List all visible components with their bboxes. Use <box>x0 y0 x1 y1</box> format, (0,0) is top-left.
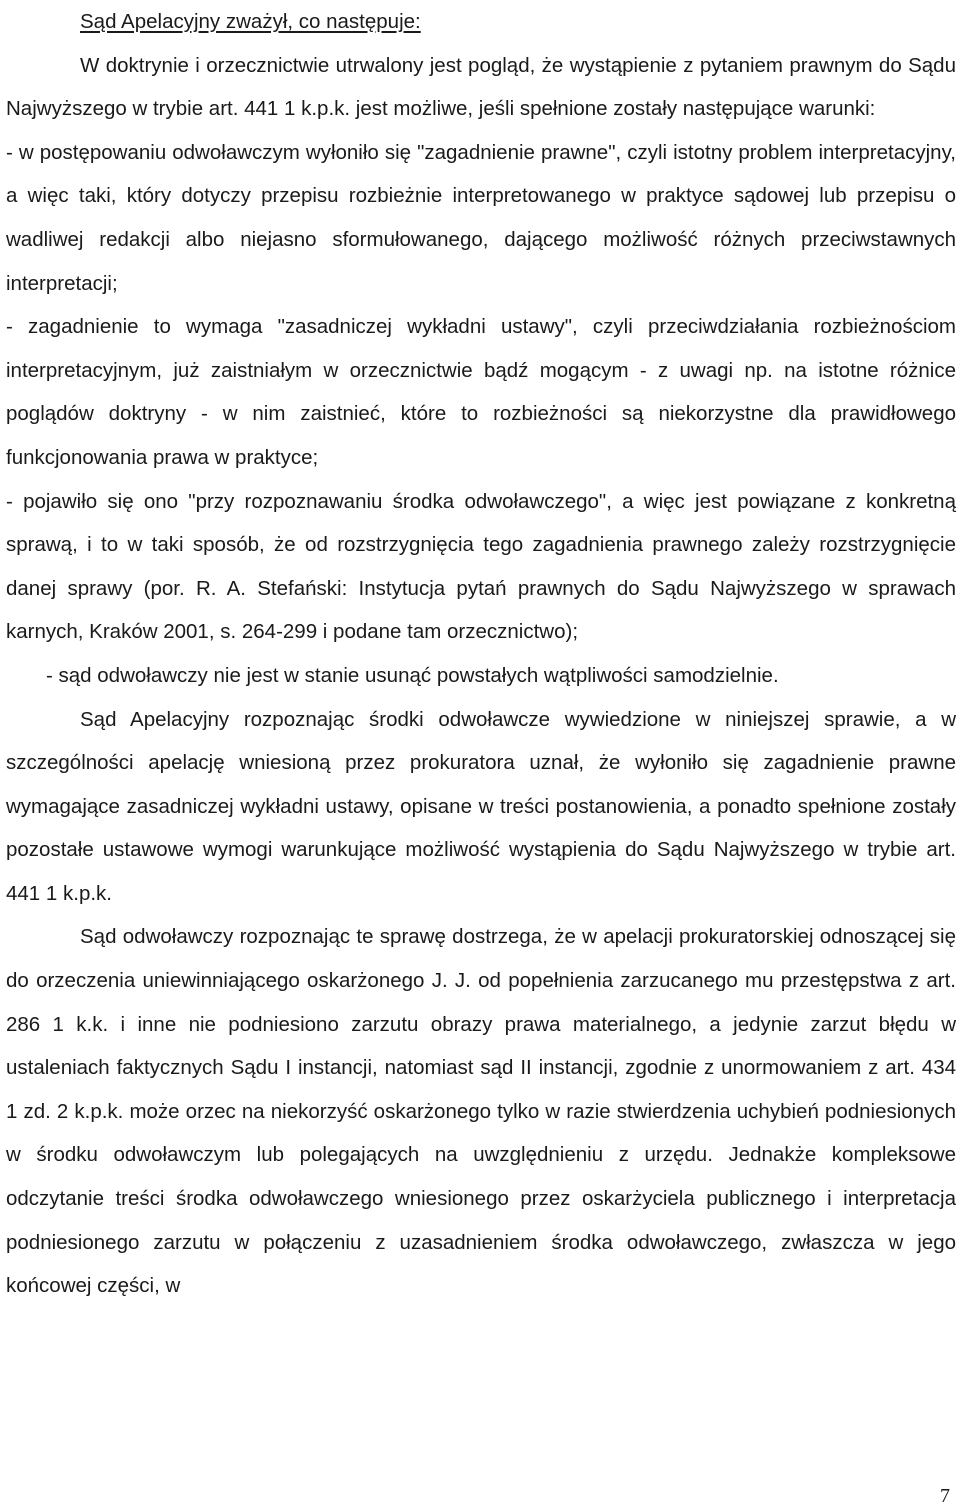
paragraph-condition-1: - w postępowaniu odwoławczym wyłoniło się "zagadnienie prawne", czyli istotny problem interpretacyjny, a więc taki, który dotyczy przepisu rozbieżnie interpretowanego w praktyce sądowej lub przepisu o wadliwej redakcji albo niejasno sformułowanego, dającego możliwość różnych przeciwstawnych interpretacji; <box>6 140 956 295</box>
paragraph-court-observation: Sąd odwoławczy rozpoznając te sprawę dostrzega, że w apelacji prokuratorskiej odnoszącej się do orzeczenia uniewinniającego oskarżonego J. J. od popełnienia zarzucanego mu przestępstwa z art. 286 1 k.k. i inne nie podniesiono zarzutu obrazy prawa materialnego, a jedynie zarzut błędu w ustaleniach faktycznych Sądu I instancji, natomiast sąd II instancji, zgodnie z unormowaniem z art. 434 1 zd. 2 k.p.k. może orzec na niekorzyść oskarżonego tylko w razie stwierdzenia uchybień podniesionych w środku odwoławczym lub polegających na uwzględnieniu z urzędu. Jednakże kompleksowe odczytanie treści środka odwoławczego wniesionego przez oskarżyciela publicznego i interpretacja podniesionego zarzutu w połączeniu z uzasadnieniem środka odwoławczego, zwłaszcza w jego końcowej części, w <box>6 925 956 1298</box>
paragraph-intro: W doktrynie i orzecznictwie utrwalony jest pogląd, że wystąpienie z pytaniem prawnym do Sądu Najwyższego w trybie art. 441 1 k.p.k. jest możliwe, jeśli spełnione zostały następujące warunki: <box>6 53 956 121</box>
page-number: 7 <box>940 1485 950 1507</box>
document-page <box>6 0 956 1308</box>
section-heading: Sąd Apelacyjny zważył, co następuje: <box>80 10 421 33</box>
paragraph-condition-3: - pojawiło się ono "przy rozpoznawaniu środka odwoławczego", a więc jest powiązane z konkretną sprawą, i to w taki sposób, że od rozstrzygnięcia tego zagadnienia prawnego zależy rozstrzygnięcie danej sprawy (por. R. A. Stefański: Instytucja pytań prawnych do Sądu Najwyższego w sprawach karnych, Kraków 2001, s. 264-299 i podane tam orzecznictwo); <box>6 489 956 644</box>
paragraph-condition-4: - sąd odwoławczy nie jest w stanie usunąć powstałych wątpliwości samodzielnie. <box>46 663 779 687</box>
paragraph-condition-2: - zagadnienie to wymaga "zasadniczej wykładni ustawy", czyli przeciwdziałania rozbieżnościom interpretacyjnym, już zaistniałym w orzecznictwie bądź mogącym - z uwagi np. na istotne różnice poglądów doktryny - w nim zaistnieć, które to rozbieżności są niekorzystne dla prawidłowego funkcjonowania prawa w praktyce; <box>6 315 956 469</box>
paragraph-court-reasoning: Sąd Apelacyjny rozpoznając środki odwoławcze wywiedzione w niniejszej sprawie, a w szczególności apelację wniesioną przez prokuratora uznał, że wyłoniło się zagadnienie prawne wymagające zasadniczej wykładni ustawy, opisane w treści postanowienia, a ponadto spełnione zostały pozostałe ustawowe wymogi warunkujące możliwość wystąpienia do Sądu Najwyższego w trybie art. 441 1 k.p.k. <box>6 707 956 905</box>
